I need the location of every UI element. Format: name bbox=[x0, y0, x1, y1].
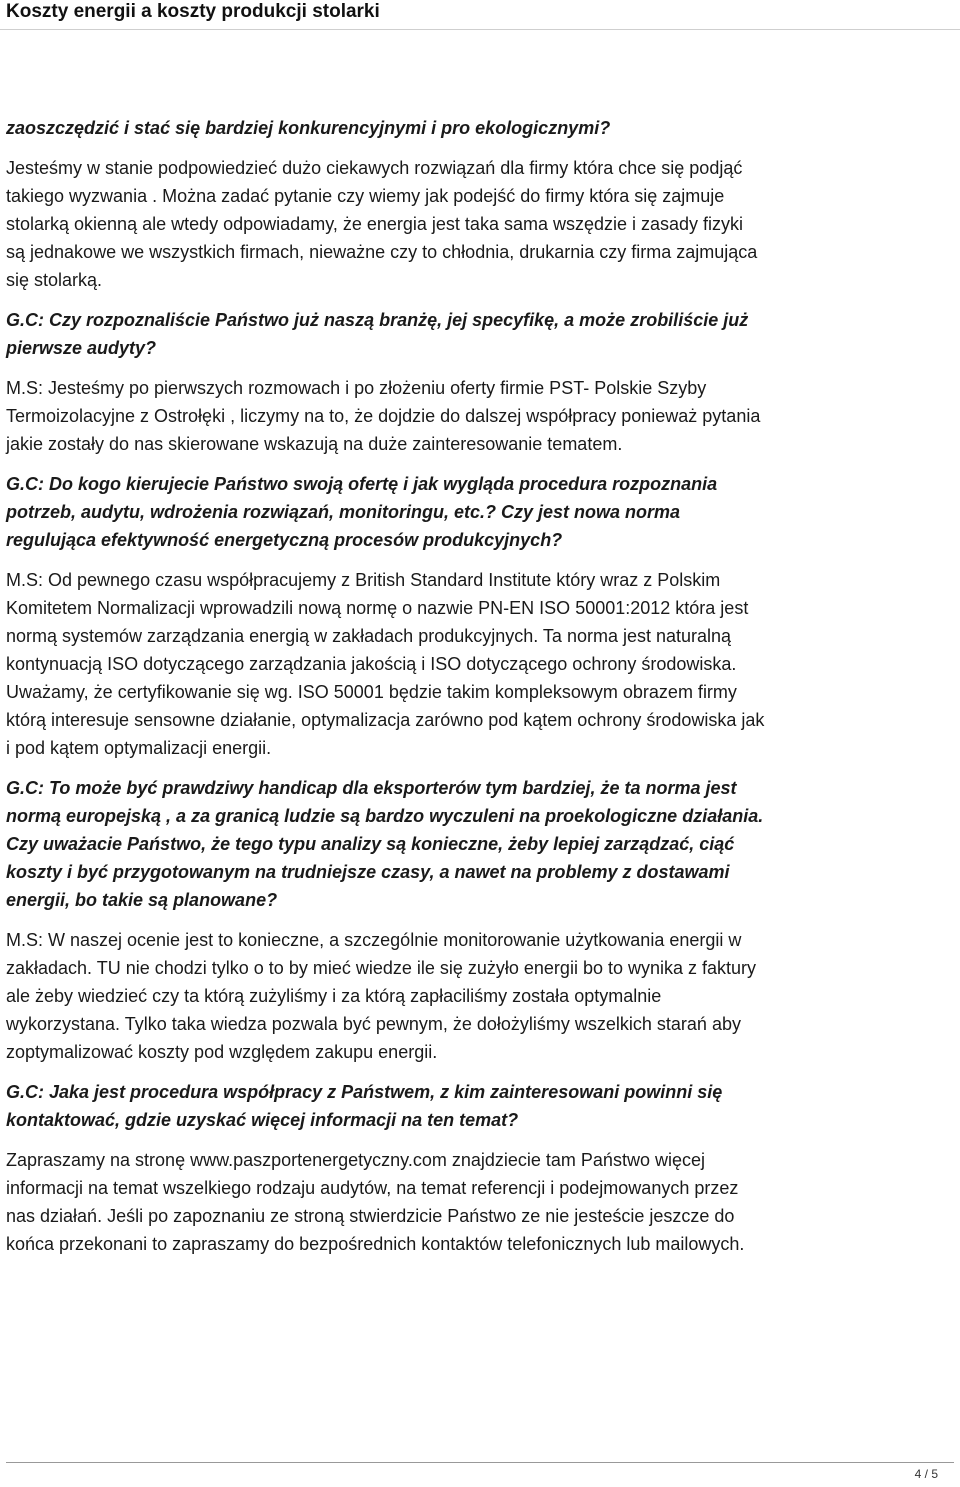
page-header bbox=[0, 0, 960, 30]
question-paragraph: G.C: Do kogo kierujecie Państwo swoją ofertę i jak wygląda procedura rozpoznania potrzeb, audytu, wdrożenia rozwiązań, monitoringu, etc.? Czy jest nowa norma regulująca efektywność energetyczną procesów produkcyjnych? bbox=[6, 474, 718, 550]
question-paragraph: G.C: To może być prawdziwy handicap dla eksporterów tym bardziej, że ta norma jest normą europejską , a za granicą ludzie są bardzo wyczuleni na proekologiczne działania. Czy uważacie Państwo, że tego typu analizy są konieczne, żeby lepiej zarządzać, ciąć koszty i być przygotowanym na trudniejsze czasy, a nawet na problemy z dostawami energii, bo takie są planowane? bbox=[6, 778, 764, 910]
article-body bbox=[6, 114, 954, 1258]
page-number: 4 / 5 bbox=[914, 1467, 938, 1481]
answer-paragraph: Jesteśmy w stanie podpowiedzieć dużo ciekawych rozwiązań dla firmy która chce się podjąć takiego wyzwania . Można zadać pytanie czy wiemy jak podejść do firmy która się zajmuje stolarką okienną ale wtedy odpowiadamy, że energia jest taka sama wszędzie i zasady fizyki są jednakowe we wszystkich firmach, nieważne czy to chłodnia, drukarnia czy firma zajmująca się stolarką. bbox=[6, 158, 758, 290]
footer-divider bbox=[6, 1462, 954, 1463]
answer-paragraph: M.S: Jesteśmy po pierwszych rozmowach i po złożeniu oferty firmie PST- Polskie Szyby Termoizolacyjne z Ostrołęki , liczymy na to, że dojdzie do dalszej współpracy ponieważ pytania jakie zostały do nas skierowane wskazują na duże zainteresowanie tematem. bbox=[6, 378, 761, 454]
question-paragraph: G.C: Czy rozpoznaliście Państwo już naszą branżę, jej specyfikę, a może zrobiliście już pierwsze audyty? bbox=[6, 310, 749, 358]
question-paragraph: zaoszczędzić i stać się bardziej konkurencyjnymi i pro ekologicznymi? bbox=[6, 118, 611, 138]
question-paragraph: G.C: Jaka jest procedura współpracy z Państwem, z kim zainteresowani powinni się kontaktować, gdzie uzyskać więcej informacji na ten temat? bbox=[6, 1082, 723, 1130]
answer-paragraph: M.S: Od pewnego czasu współpracujemy z British Standard Institute który wraz z Polskim Komitetem Normalizacji wprowadzili nową normę o nazwie PN-EN ISO 50001:2012 która jest normą systemów zarządzania energią w zakładach produkcyjnych. Ta norma jest naturalną kontynuacją ISO dotyczącego zarządzania jakością i ISO dotyczącego ochrony środowiska. Uważamy, że certyfikowanie się wg. ISO 50001 będzie takim kompleksowym obrazem firmy którą interesuje sensowne działanie, optymalizacja zarówno pod kątem ochrony środowiska jak i pod kątem optymalizacji energii. bbox=[6, 570, 765, 758]
document-title: Koszty energii a koszty produkcji stolarki bbox=[6, 1, 380, 22]
answer-paragraph: M.S: W naszej ocenie jest to konieczne, a szczególnie monitorowanie użytkowania energii w zakładach. TU nie chodzi tylko o to by mieć wiedze ile się zużyło energii bo to wynika z faktury ale żeby wiedzieć czy ta którą zużyliśmy i za którą zapłaciliśmy została optymalnie wykorzystana. Tylko taka wiedza pozwala być pewnym, że dołożyliśmy wszelkich starań aby zoptymalizować koszty pod względem zakupu energii. bbox=[6, 930, 757, 1062]
answer-paragraph: Zapraszamy na stronę www.paszportenergetyczny.com znajdziecie tam Państwo więcej informacji na temat wszelkiego rodzaju audytów, na temat referencji i podejmowanych przez nas działań. Jeśli po zapoznaniu ze stroną stwierdzicie Państwo ze nie jesteście jeszcze do końca przekonani to zapraszamy do bezpośrednich kontaktów telefonicznych lub mailowych. bbox=[6, 1150, 745, 1254]
